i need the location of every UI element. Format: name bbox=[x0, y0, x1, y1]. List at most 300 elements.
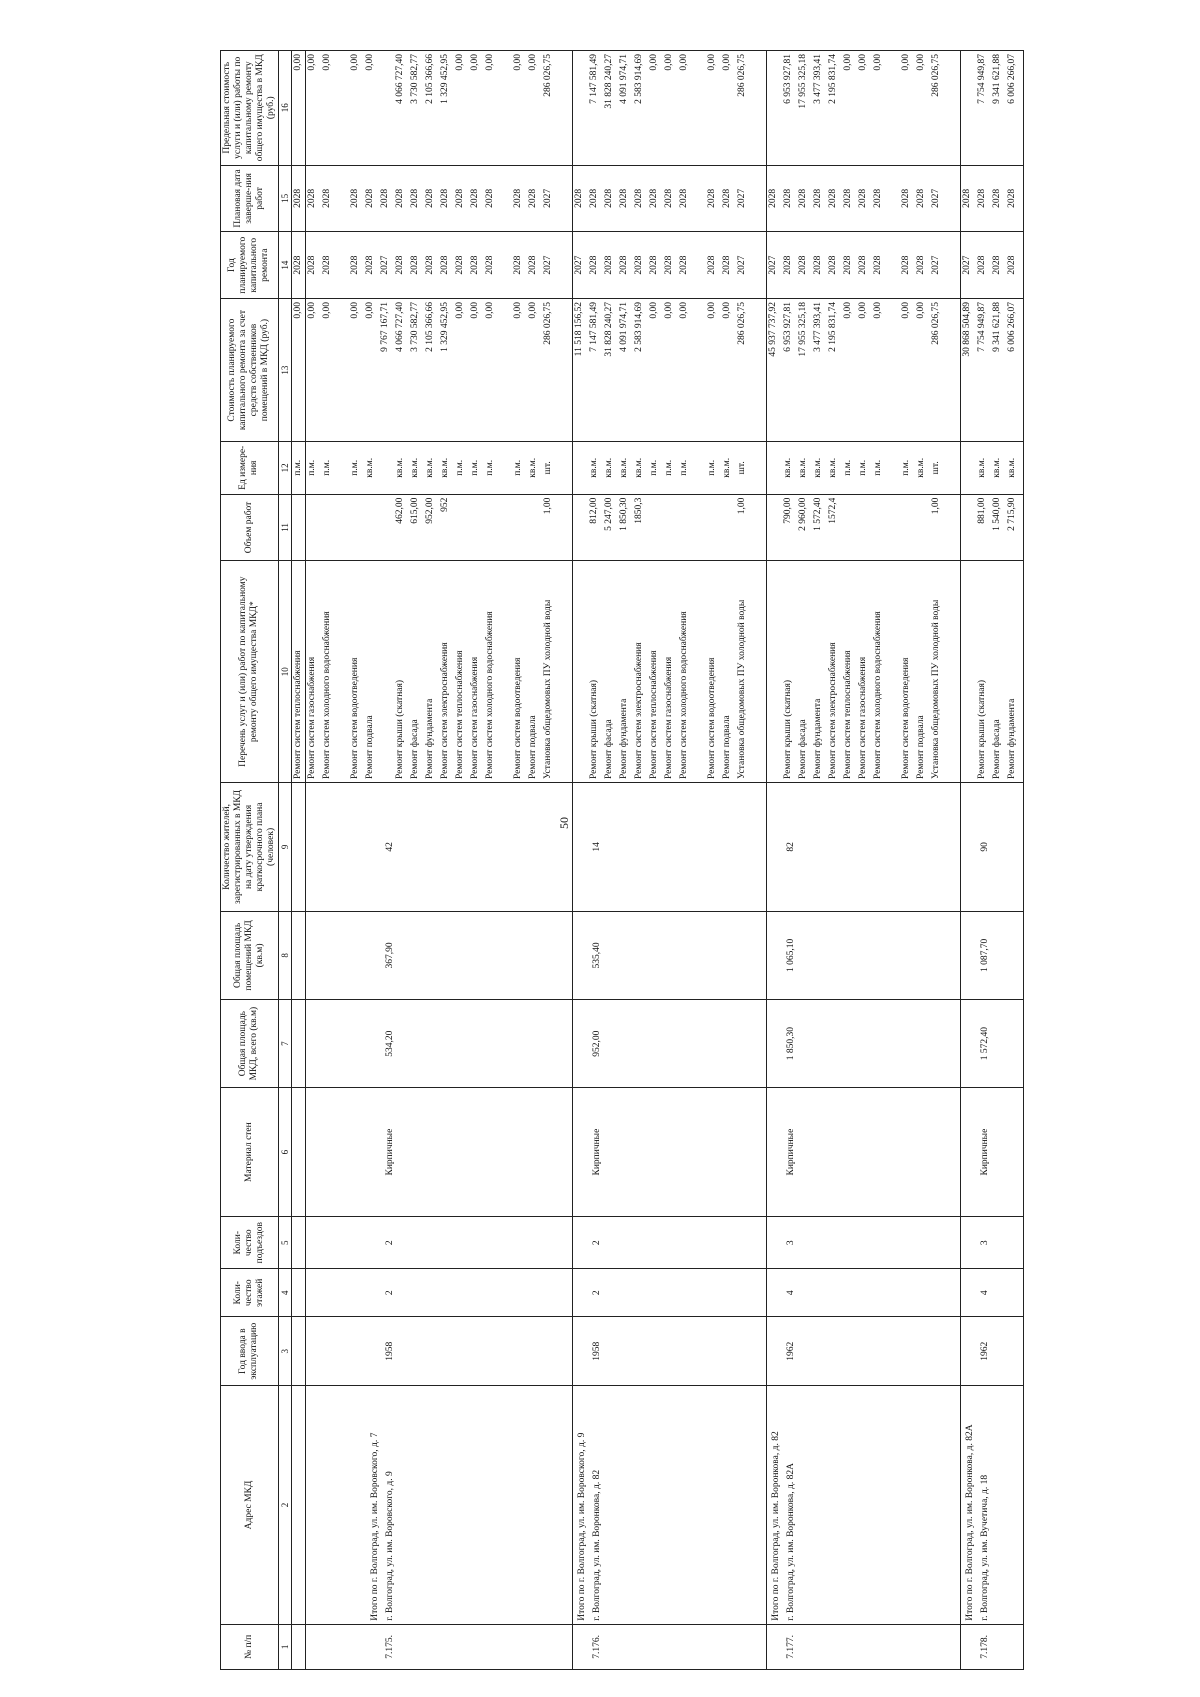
cell-end: 2028 bbox=[527, 188, 538, 208]
list-year bbox=[766, 232, 960, 299]
previous-total-year: 2027 bbox=[767, 255, 778, 275]
cell-cost: 0,00 bbox=[364, 302, 375, 319]
house-area_total bbox=[766, 1000, 960, 1088]
house-floors-value: 4 bbox=[785, 1290, 796, 1296]
cell-end: 2028 bbox=[439, 188, 450, 208]
cell-volume bbox=[528, 498, 543, 558]
house-residents bbox=[766, 783, 960, 912]
row-number bbox=[572, 1624, 766, 1669]
list-work bbox=[766, 561, 960, 783]
cell-work: Ремонт фасада bbox=[603, 719, 614, 780]
previous-total-year: 2027 bbox=[961, 255, 972, 275]
cell-limit: 0,00 bbox=[484, 54, 495, 71]
cell-cost: 0,00 bbox=[349, 302, 360, 319]
cell-end: 2028 bbox=[409, 188, 420, 208]
cell-cost: 0,00 bbox=[900, 302, 911, 319]
house-walls-value: Кирпичные bbox=[979, 1128, 990, 1176]
cell-end: 2028 bbox=[827, 188, 838, 208]
cell-work: Ремонт систем теплоснабжения bbox=[842, 650, 853, 780]
cell-work: Ремонт систем водоотведения bbox=[349, 657, 360, 780]
cell-cost: 31 828 240,27 bbox=[603, 302, 614, 357]
cell-volume: 881,00 bbox=[976, 497, 987, 524]
row-number bbox=[960, 1624, 1023, 1669]
list-limit bbox=[960, 51, 1023, 166]
cell-end: 2028 bbox=[797, 188, 808, 208]
list-volume bbox=[572, 494, 766, 561]
house-floors bbox=[572, 1269, 766, 1317]
cell-end: 2028 bbox=[663, 188, 674, 208]
cell-limit: 0,00 bbox=[306, 54, 317, 71]
cell-unit: шт. bbox=[930, 461, 941, 475]
cell-cost: 0,00 bbox=[512, 302, 523, 319]
cell-limit: 286 026,75 bbox=[736, 54, 747, 97]
house-address: г. Волгоград, ул. им. Воронкова, д. 82 bbox=[591, 1469, 602, 1621]
list-cost bbox=[305, 299, 572, 442]
cell-year: 2028 bbox=[291, 232, 305, 299]
house-year-value: 1962 bbox=[979, 1341, 990, 1361]
cell-cost: 7 147 581,49 bbox=[588, 302, 599, 352]
house-block bbox=[960, 51, 1023, 1670]
cell-volume: 952,00 bbox=[424, 497, 435, 524]
table-body bbox=[291, 51, 1023, 1670]
house-floors-value: 2 bbox=[591, 1290, 602, 1296]
list-limit bbox=[572, 51, 766, 166]
cell-work: Ремонт систем газоснабжения bbox=[306, 656, 317, 780]
cell-volume bbox=[679, 498, 707, 558]
empty-cell bbox=[291, 911, 305, 999]
cell-end: 2028 bbox=[364, 188, 375, 208]
cell-year: 2028 bbox=[306, 255, 317, 275]
cell-limit: 0,00 bbox=[900, 54, 911, 71]
cell-year: 2028 bbox=[663, 255, 674, 275]
house-year bbox=[960, 1317, 1023, 1386]
cell-unit: кв.м. bbox=[721, 457, 732, 478]
cell-end: 2028 bbox=[721, 188, 732, 208]
empty-cell bbox=[291, 1317, 305, 1386]
cell-year: 2028 bbox=[469, 255, 480, 275]
cell-unit: п.м. bbox=[469, 459, 480, 476]
column-header: Год планируемого капитального ремонта bbox=[221, 232, 279, 299]
house-entrances-value: 2 bbox=[591, 1240, 602, 1246]
cell-work: Ремонт крыши (скатная) bbox=[976, 679, 987, 780]
cell-year: 2027 bbox=[542, 255, 553, 275]
cell-cost: 6 953 927,81 bbox=[782, 302, 793, 352]
cell-unit: кв.м. bbox=[991, 457, 1002, 478]
cell-cost: 0,00 bbox=[678, 302, 689, 319]
house-area_rooms-value: 367,90 bbox=[384, 942, 395, 969]
cell-limit: 4 091 974,71 bbox=[618, 54, 629, 104]
column-header: Материал стен bbox=[221, 1088, 279, 1217]
cell-unit: кв.м. bbox=[976, 457, 987, 478]
column-number: 11 bbox=[278, 494, 291, 561]
cell-unit: кв.м. bbox=[915, 457, 926, 478]
cell-limit: 0,00 bbox=[469, 54, 480, 71]
cell-volume bbox=[707, 498, 722, 558]
cell-work: Ремонт систем холодного водоснабжения bbox=[872, 611, 883, 780]
list-year bbox=[960, 232, 1023, 299]
house-area_total bbox=[572, 1000, 766, 1088]
cell-volume bbox=[350, 498, 365, 558]
column-header: Плановая дата заверше-ния работ bbox=[221, 165, 279, 232]
cell-volume: 2 715,90 bbox=[1006, 497, 1017, 531]
cell-cost: 17 955 325,18 bbox=[797, 302, 808, 357]
previous-total-end: 2028 bbox=[573, 188, 584, 208]
cell-cost: 0,00 bbox=[663, 302, 674, 319]
cell-cost: 0,00 bbox=[306, 302, 317, 319]
cell-year: 2028 bbox=[782, 255, 793, 275]
previous-total-blank bbox=[768, 54, 783, 162]
cell-volume: 1,00 bbox=[930, 497, 941, 515]
list-unit bbox=[960, 442, 1023, 494]
cell-volume bbox=[291, 494, 305, 561]
column-number: 4 bbox=[278, 1269, 291, 1317]
empty-cell bbox=[291, 1386, 305, 1624]
cell-work: Ремонт фасада bbox=[409, 719, 420, 780]
cell-unit: п.м. bbox=[291, 442, 305, 494]
list-work bbox=[960, 561, 1023, 783]
column-header: Объем работ bbox=[221, 494, 279, 561]
cell-cost: 0,00 bbox=[484, 302, 495, 319]
previous-total-label: Итого по г. Волгоград, ул. им. Воронкова, д. 82А bbox=[964, 1424, 975, 1621]
cell-volume bbox=[365, 498, 380, 558]
column-number: 10 bbox=[278, 561, 291, 783]
house-year bbox=[305, 1317, 572, 1386]
cell-year: 2028 bbox=[842, 255, 853, 275]
cell-unit: кв.м. bbox=[439, 457, 450, 478]
previous-total-year: 2027 bbox=[379, 255, 390, 275]
row-number-text: 7.178. bbox=[979, 1634, 990, 1659]
cell-volume bbox=[455, 498, 470, 558]
cell-year: 2028 bbox=[633, 255, 644, 275]
cell-work: Ремонт систем газоснабжения bbox=[469, 656, 480, 780]
cell-year: 2028 bbox=[900, 255, 911, 275]
cell-cost: 2 195 831,74 bbox=[827, 302, 838, 352]
house-entrances-value: 2 bbox=[384, 1240, 395, 1246]
cell-unit: кв.м. bbox=[618, 457, 629, 478]
column-header: Ед измере-ния bbox=[221, 442, 279, 494]
previous-total-cost: 30 868 504,89 bbox=[961, 302, 972, 357]
previous-total-label: Итого по г. Волгоград, ул. им. Воровского, д. 9 bbox=[576, 1432, 587, 1621]
cell-volume bbox=[485, 498, 513, 558]
row-number-text: 7.176. bbox=[591, 1634, 602, 1659]
empty-cell bbox=[291, 1088, 305, 1217]
previous-total-label: Итого по г. Волгоград, ул. им. Воровского, д. 7 bbox=[369, 1432, 380, 1621]
cell-year: 2028 bbox=[512, 255, 523, 275]
house-walls-value: Кирпичные bbox=[591, 1128, 602, 1176]
previous-total-blank bbox=[380, 445, 395, 490]
cell-year: 2028 bbox=[439, 255, 450, 275]
cell-work: Ремонт систем водоотведения bbox=[706, 657, 717, 780]
house-block bbox=[766, 51, 960, 1670]
cell-year: 2028 bbox=[588, 255, 599, 275]
cell-cost: 7 754 949,87 bbox=[976, 302, 987, 352]
house-year bbox=[766, 1317, 960, 1386]
house-year-value: 1962 bbox=[785, 1341, 796, 1361]
previous-total-cost: 11 518 156,52 bbox=[573, 302, 584, 357]
cell-year: 2027 bbox=[930, 255, 941, 275]
cell-limit: 2 105 366,66 bbox=[424, 54, 435, 104]
previous-total-blank bbox=[768, 498, 783, 558]
list-volume bbox=[305, 494, 572, 561]
repair-plan-table bbox=[220, 50, 1024, 1670]
cell-limit: 0,00 bbox=[349, 54, 360, 71]
row-number-text: 7.175. bbox=[384, 1634, 395, 1659]
cell-end: 2028 bbox=[857, 188, 868, 208]
cell-cost: 0,00 bbox=[842, 302, 853, 319]
list-cost bbox=[766, 299, 960, 442]
cell-year: 2028 bbox=[857, 255, 868, 275]
previous-total-blank bbox=[380, 564, 395, 779]
cell-cost: 0,00 bbox=[527, 302, 538, 319]
previous-total-blank bbox=[574, 564, 589, 779]
list-volume bbox=[960, 494, 1023, 561]
list-end bbox=[766, 165, 960, 232]
cell-volume bbox=[901, 498, 916, 558]
cell-unit: п.м. bbox=[706, 459, 717, 476]
house-address: г. Волгоград, ул. им. Воронкова, д. 82А bbox=[785, 1463, 796, 1621]
cell-limit: 6 953 927,81 bbox=[782, 54, 793, 104]
cell-work: Ремонт систем теплоснабжения bbox=[648, 650, 659, 780]
column-header: Коли-чество подъездов bbox=[221, 1216, 279, 1268]
house-area_rooms-value: 1 065,10 bbox=[785, 938, 796, 973]
row-number bbox=[766, 1624, 960, 1669]
house-area_total-value: 952,00 bbox=[591, 1030, 602, 1057]
cell-end: 2028 bbox=[424, 188, 435, 208]
previous-total-blank bbox=[962, 564, 977, 779]
cell-unit: кв.м. bbox=[797, 457, 808, 478]
cell-limit: 17 955 325,18 bbox=[797, 54, 808, 109]
previous-total-blank bbox=[380, 498, 395, 558]
house-residents bbox=[572, 783, 766, 912]
cell-work: Ремонт систем водоотведения bbox=[900, 657, 911, 780]
cell-unit: кв.м. bbox=[394, 457, 405, 478]
cell-volume: 1 850,30 bbox=[618, 497, 629, 531]
column-header: Адрес МКД bbox=[221, 1386, 279, 1624]
previous-total-label: Итого по г. Волгоград, ул. им. Воронкова, д. 82 bbox=[770, 1431, 781, 1621]
cell-end: 2028 bbox=[812, 188, 823, 208]
house-walls bbox=[960, 1088, 1023, 1217]
cell-volume: 1572,4 bbox=[827, 497, 838, 524]
cell-unit: п.м. bbox=[512, 459, 523, 476]
cell-work: Ремонт систем электроснабжения bbox=[439, 642, 450, 780]
list-cost bbox=[960, 299, 1023, 442]
column-number: 5 bbox=[278, 1216, 291, 1268]
cell-year: 2028 bbox=[721, 255, 732, 275]
cell-end: 2028 bbox=[618, 188, 629, 208]
cell-work: Ремонт подвала bbox=[915, 715, 926, 780]
list-volume bbox=[766, 494, 960, 561]
cell-year: 2028 bbox=[915, 255, 926, 275]
list-cost bbox=[572, 299, 766, 442]
cell-year: 2028 bbox=[484, 255, 495, 275]
cell-unit: кв.м. bbox=[633, 457, 644, 478]
previous-total-blank bbox=[962, 54, 977, 162]
house-entrances bbox=[305, 1216, 572, 1268]
cell-limit: 0,00 bbox=[915, 54, 926, 71]
house-walls bbox=[766, 1088, 960, 1217]
cell-work: Ремонт систем газоснабжения bbox=[857, 656, 868, 780]
column-number: 6 bbox=[278, 1088, 291, 1217]
page-number: 50 bbox=[557, 817, 571, 829]
row-number bbox=[305, 1624, 572, 1669]
cell-volume: 1850,3 bbox=[633, 497, 644, 524]
cell-limit: 0,00 bbox=[291, 51, 305, 166]
house-residents-value: 14 bbox=[591, 842, 602, 852]
list-limit bbox=[305, 51, 572, 166]
cell-unit: кв.м. bbox=[409, 457, 420, 478]
cell-work: Ремонт систем теплоснабжения bbox=[291, 561, 305, 783]
cell-end: 2028 bbox=[678, 188, 689, 208]
list-end bbox=[960, 165, 1023, 232]
cell-limit: 0,00 bbox=[527, 54, 538, 71]
cell-end: 2028 bbox=[306, 188, 317, 208]
cell-cost: 1 329 452,95 bbox=[439, 302, 450, 352]
cell-year: 2028 bbox=[424, 255, 435, 275]
cell-end: 2027 bbox=[542, 188, 553, 208]
cell-cost: 0,00 bbox=[321, 302, 332, 319]
cell-cost: 0,00 bbox=[721, 302, 732, 319]
cell-end: 2028 bbox=[976, 188, 987, 208]
house-entrances bbox=[960, 1216, 1023, 1268]
cell-unit: кв.м. bbox=[588, 457, 599, 478]
cell-cost: 286 026,75 bbox=[930, 302, 941, 345]
cell-limit: 0,00 bbox=[648, 54, 659, 71]
previous-total-cost: 9 767 167,71 bbox=[379, 302, 390, 352]
previous-total-blank bbox=[962, 498, 977, 558]
cell-work: Ремонт фундамента bbox=[812, 698, 823, 780]
cell-limit: 286 026,75 bbox=[542, 54, 553, 97]
cell-year: 2028 bbox=[976, 255, 987, 275]
cell-volume: 5 247,00 bbox=[603, 497, 614, 531]
cell-cost: 9 341 621,88 bbox=[991, 302, 1002, 352]
cell-end: 2028 bbox=[648, 188, 659, 208]
cell-cost: 0,00 bbox=[706, 302, 717, 319]
column-number: 13 bbox=[278, 299, 291, 442]
column-header: Количество жителей, зарегистрированных в МКД на дату утверждения краткосрочного плана (человек) bbox=[221, 783, 279, 912]
cell-volume bbox=[322, 498, 350, 558]
house-entrances-value: 3 bbox=[785, 1240, 796, 1246]
cell-end: 2028 bbox=[842, 188, 853, 208]
cell-limit: 7 754 949,87 bbox=[976, 54, 987, 104]
house-floors bbox=[960, 1269, 1023, 1317]
cell-cost: 0,00 bbox=[857, 302, 868, 319]
cell-year: 2028 bbox=[991, 255, 1002, 275]
house-year-value: 1958 bbox=[591, 1341, 602, 1361]
house-entrances-value: 3 bbox=[979, 1240, 990, 1246]
cell-cost: 6 006 266,07 bbox=[1006, 302, 1017, 352]
list-year bbox=[305, 232, 572, 299]
cell-volume: 952 bbox=[439, 497, 450, 512]
cell-cost: 4 066 727,40 bbox=[394, 302, 405, 352]
cell-limit: 0,00 bbox=[454, 54, 465, 71]
previous-total-blank bbox=[574, 54, 589, 162]
cell-end: 2027 bbox=[930, 188, 941, 208]
cell-year: 2028 bbox=[618, 255, 629, 275]
house-residents-value: 82 bbox=[785, 842, 796, 852]
house-floors bbox=[766, 1269, 960, 1317]
empty-cell bbox=[291, 783, 305, 912]
cell-work: Ремонт систем холодного водоснабжения bbox=[484, 611, 495, 780]
cell-volume: 615,00 bbox=[409, 497, 420, 524]
cell-volume bbox=[858, 498, 873, 558]
list-limit bbox=[766, 51, 960, 166]
cell-end: 2028 bbox=[349, 188, 360, 208]
previous-total-blank bbox=[574, 498, 589, 558]
column-number: 8 bbox=[278, 911, 291, 999]
cell-limit: 31 828 240,27 bbox=[603, 54, 614, 109]
cell-end: 2028 bbox=[588, 188, 599, 208]
list-end bbox=[572, 165, 766, 232]
cell-end: 2028 bbox=[991, 188, 1002, 208]
house-area_total-value: 534,20 bbox=[384, 1030, 395, 1057]
cell-unit: п.м. bbox=[842, 459, 853, 476]
cell-work: Ремонт фасада bbox=[797, 719, 808, 780]
cell-volume: 812,00 bbox=[588, 497, 599, 524]
cell-unit: п.м. bbox=[900, 459, 911, 476]
cell-volume bbox=[722, 498, 737, 558]
cell-unit: п.м. bbox=[872, 459, 883, 476]
cell-end: 2028 bbox=[872, 188, 883, 208]
cell-year: 2028 bbox=[603, 255, 614, 275]
cell-limit: 1 329 452,95 bbox=[439, 54, 450, 104]
house-entrances bbox=[572, 1216, 766, 1268]
cell-limit: 0,00 bbox=[321, 54, 332, 71]
cell-unit: кв.м. bbox=[603, 457, 614, 478]
column-header: № п/п bbox=[221, 1624, 279, 1669]
cell-cost: 4 091 974,71 bbox=[618, 302, 629, 352]
list-end bbox=[305, 165, 572, 232]
empty-cell bbox=[291, 1216, 305, 1268]
column-number: 1 bbox=[278, 1624, 291, 1669]
cell-work: Ремонт подвала bbox=[364, 715, 375, 780]
cell-limit: 7 147 581,49 bbox=[588, 54, 599, 104]
cell-limit: 6 006 266,07 bbox=[1006, 54, 1017, 104]
cell-year: 2028 bbox=[797, 255, 808, 275]
cell-year: 2028 bbox=[648, 255, 659, 275]
cell-limit: 2 195 831,74 bbox=[827, 54, 838, 104]
cell-year: 2028 bbox=[527, 255, 538, 275]
address-cell bbox=[572, 1386, 766, 1624]
previous-total-blank bbox=[962, 445, 977, 490]
cell-end: 2028 bbox=[603, 188, 614, 208]
column-header: Перечень услуг и (или) работ по капитальному ремонту общего имущества МКД* bbox=[221, 561, 279, 783]
cell-end: 2028 bbox=[900, 188, 911, 208]
previous-total-blank bbox=[768, 564, 783, 779]
cell-limit: 0,00 bbox=[706, 54, 717, 71]
cell-unit: кв.м. bbox=[827, 457, 838, 478]
cell-unit: п.м. bbox=[306, 459, 317, 476]
address-cell bbox=[960, 1386, 1023, 1624]
cell-limit: 0,00 bbox=[678, 54, 689, 71]
cell-unit: п.м. bbox=[454, 459, 465, 476]
previous-total-end: 2028 bbox=[961, 188, 972, 208]
list-year bbox=[572, 232, 766, 299]
column-header: Стоимость планируемого капитального ремонта за счет средств собственников помещений в МКД (руб.) bbox=[221, 299, 279, 442]
previous-total-end: 2028 bbox=[379, 188, 390, 208]
cell-end: 2028 bbox=[321, 188, 332, 208]
house-walls-value: Кирпичные bbox=[785, 1128, 796, 1176]
cell-year: 2028 bbox=[321, 255, 332, 275]
empty-cell bbox=[291, 1624, 305, 1669]
cell-volume: 1 540,00 bbox=[991, 497, 1002, 531]
house-entrances bbox=[766, 1216, 960, 1268]
cell-limit: 286 026,75 bbox=[930, 54, 941, 97]
cell-volume: 790,00 bbox=[782, 497, 793, 524]
row-number-text: 7.177. bbox=[785, 1634, 796, 1659]
house-walls bbox=[305, 1088, 572, 1217]
empty-cell bbox=[291, 1000, 305, 1088]
cell-year: 2028 bbox=[812, 255, 823, 275]
